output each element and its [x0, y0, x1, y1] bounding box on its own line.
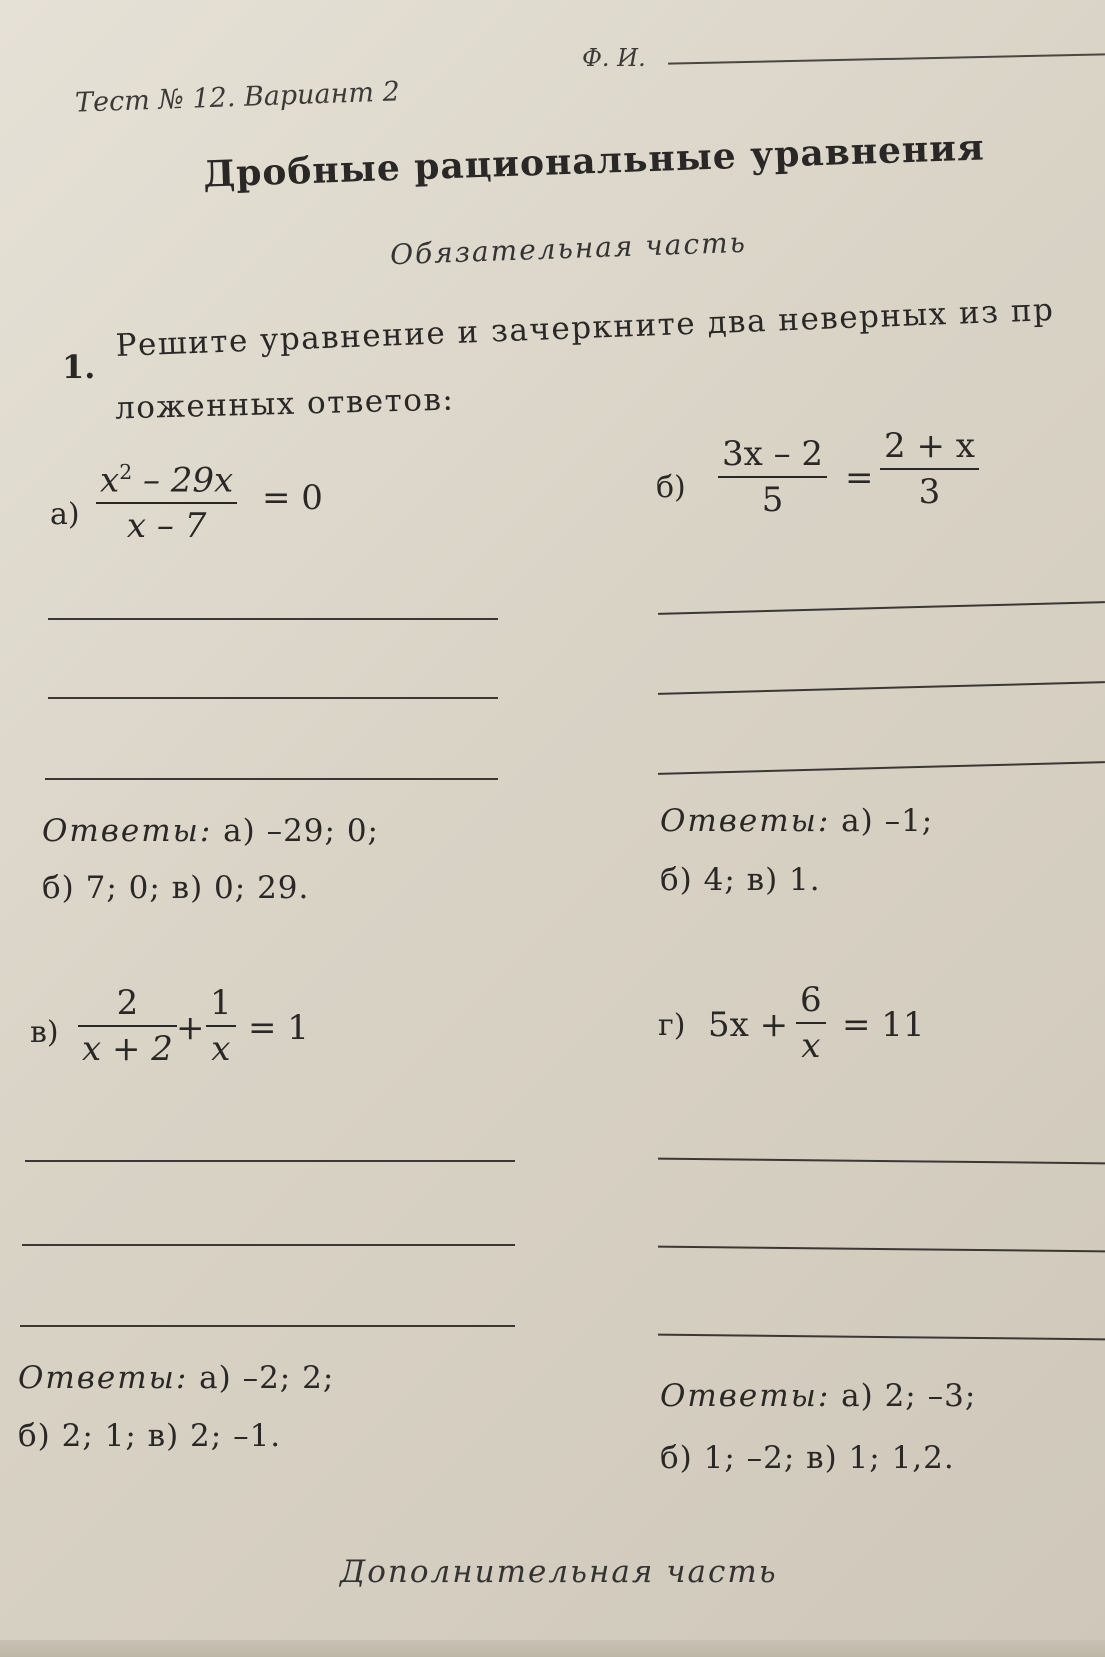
problem-g-answers-line1: Ответы: а) 2; –3;	[660, 1378, 977, 1414]
answer-line[interactable]	[658, 1246, 1105, 1253]
test-variant-label: Тест № 12. Вариант 2	[74, 76, 401, 119]
answer-line[interactable]	[48, 618, 498, 620]
answer-line[interactable]	[48, 697, 498, 699]
problem-v-fraction1: 2 x + 2	[78, 983, 177, 1069]
problem-v-rhs: = 1	[248, 1008, 309, 1048]
answer-line[interactable]	[658, 1334, 1105, 1341]
problem-g-fraction: 6 x	[796, 980, 826, 1066]
problem-a-answers-line1: Ответы: а) –29; 0;	[42, 813, 379, 849]
name-field-label: Ф. И.	[582, 44, 646, 72]
problem-g-rhs: = 11	[842, 1005, 925, 1045]
problem-a-rhs: = 0	[262, 478, 323, 518]
page-title: Дробные рациональные уравнения	[202, 126, 986, 196]
answer-line[interactable]	[22, 1244, 515, 1246]
name-field-line	[668, 53, 1105, 64]
problem-v-plus: +	[176, 1008, 205, 1048]
page-bottom-edge	[0, 1640, 1105, 1657]
problem-g-answers-line2: б) 1; –2; в) 1; 1,2.	[660, 1440, 955, 1476]
problem-a-denominator: x – 7	[126, 506, 207, 547]
problem-g-label: г)	[658, 1008, 686, 1043]
problem-v-label: в)	[30, 1015, 59, 1050]
problem-b-label: б)	[656, 470, 686, 505]
problem-b-answers-line2: б) 4; в) 1.	[660, 862, 821, 898]
answer-line[interactable]	[45, 778, 498, 780]
task-text-line2: ложенных ответов:	[114, 381, 455, 427]
problem-b-equals: =	[845, 458, 874, 498]
answer-line[interactable]	[658, 681, 1105, 695]
problem-a-numerator: $x^2 - 29x$	[100, 460, 234, 501]
answer-line[interactable]	[658, 601, 1105, 615]
problem-b-right-fraction: 2 + x 3	[880, 426, 979, 512]
problem-v-answers-line2: б) 2; 1; в) 2; –1.	[18, 1418, 282, 1454]
problem-b-left-fraction: 3x – 2 5	[718, 434, 827, 520]
answer-line[interactable]	[658, 761, 1105, 775]
problem-v-fraction2: 1 x	[206, 983, 236, 1069]
answer-line[interactable]	[20, 1325, 515, 1327]
answer-line[interactable]	[25, 1160, 515, 1162]
problem-b-answers-line1: Ответы: а) –1;	[660, 803, 934, 839]
answer-line[interactable]	[658, 1158, 1105, 1165]
section-additional-heading: Дополнительная часть	[340, 1554, 778, 1590]
task-text-line1: Решите уравнение и зачеркните два неверных из пр	[115, 291, 1056, 364]
problem-a-answers-line2: б) 7; 0; в) 0; 29.	[42, 870, 310, 906]
section-required-heading: Обязательная часть	[389, 225, 748, 272]
task-number: 1.	[62, 348, 96, 386]
problem-a-fraction	[96, 460, 237, 546]
problem-a-label: а)	[50, 497, 80, 532]
problem-g-lhs: 5x +	[708, 1005, 789, 1045]
problem-v-answers-line1: Ответы: а) –2; 2;	[18, 1360, 335, 1396]
